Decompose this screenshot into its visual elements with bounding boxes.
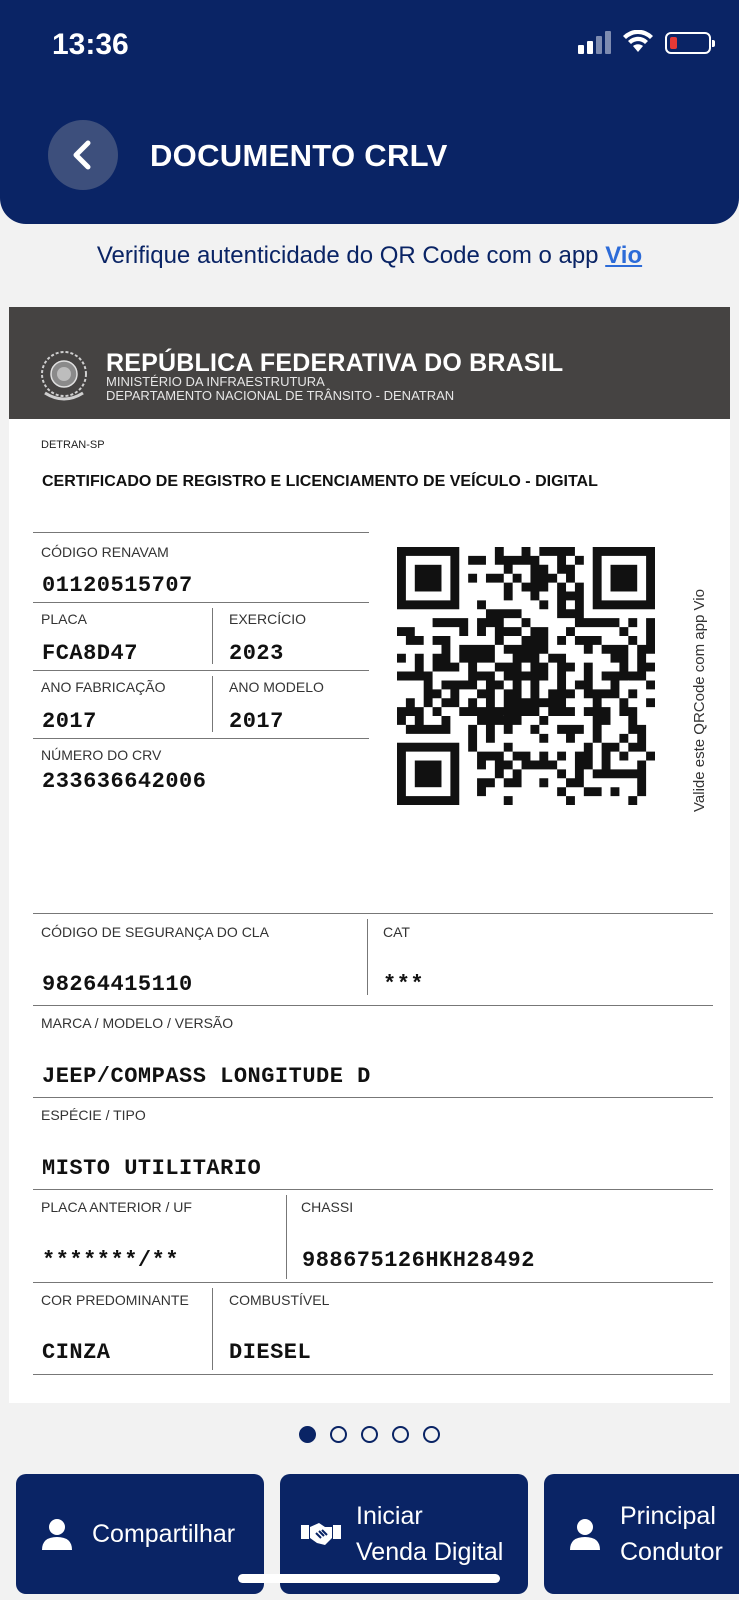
brazil-coat-of-arms-icon xyxy=(37,347,91,405)
divider xyxy=(212,1288,213,1370)
wifi-icon xyxy=(623,30,653,54)
divider xyxy=(33,1005,713,1006)
renavam-value: 01120515707 xyxy=(42,573,193,598)
back-button[interactable] xyxy=(48,120,118,190)
crlv-document xyxy=(9,307,730,1403)
divider xyxy=(33,1282,713,1283)
placa-anterior-value: *******/** xyxy=(42,1248,180,1273)
ano-fabricacao-value: 2017 xyxy=(42,709,97,734)
document-header xyxy=(9,307,730,419)
main-driver-line2: Condutor xyxy=(620,1538,723,1566)
status-time: 13:36 xyxy=(52,28,129,61)
main-driver-line1: Principal xyxy=(620,1502,716,1530)
placa-value: FCA8D47 xyxy=(42,641,138,666)
crv-label: NÚMERO DO CRV xyxy=(41,747,162,763)
especie-label: ESPÉCIE / TIPO xyxy=(41,1107,146,1123)
divider xyxy=(367,919,368,995)
ano-modelo-value: 2017 xyxy=(229,709,284,734)
cat-label: CAT xyxy=(383,924,410,940)
ministry-text xyxy=(106,375,454,403)
page-dot-1[interactable] xyxy=(299,1426,316,1443)
combustivel-value: DIESEL xyxy=(229,1340,312,1365)
chassi-label: CHASSI xyxy=(301,1199,354,1215)
marca-label: MARCA / MODELO / VERSÃO xyxy=(41,1015,234,1031)
divider xyxy=(212,608,213,664)
exercicio-value: 2023 xyxy=(229,641,284,666)
page-dot-5[interactable] xyxy=(423,1426,440,1443)
home-indicator[interactable] xyxy=(238,1574,500,1583)
exercicio-label: EXERCÍCIO xyxy=(229,611,307,627)
divider xyxy=(33,738,369,739)
user-icon xyxy=(560,1509,610,1559)
battery-icon xyxy=(665,32,711,54)
ministry-name: MINISTÉRIO DA INFRAESTRUTURA xyxy=(106,374,325,389)
page-title: DOCUMENTO CRLV xyxy=(150,138,448,173)
divider xyxy=(33,1097,713,1098)
page-dot-4[interactable] xyxy=(392,1426,409,1443)
qr-validate-text: Valide este QRCode com app Vio xyxy=(691,589,708,812)
cla-label: CÓDIGO DE SEGURANÇA DO CLA xyxy=(41,924,269,940)
main-driver-label xyxy=(620,1498,723,1570)
renavam-label: CÓDIGO RENAVAM xyxy=(41,544,169,560)
cor-value: CINZA xyxy=(42,1340,111,1365)
start-sale-label xyxy=(356,1498,503,1570)
placa-label: PLACA xyxy=(41,611,87,627)
status-icons xyxy=(578,30,711,54)
handshake-icon xyxy=(296,1509,346,1559)
chevron-left-icon xyxy=(70,140,96,170)
republic-title: REPÚBLICA FEDERATIVA DO BRASIL xyxy=(106,349,564,377)
department-name: DEPARTAMENTO NACIONAL DE TRÂNSITO - DENATRAN xyxy=(106,388,455,403)
page-dot-3[interactable] xyxy=(361,1426,378,1443)
ano-fabricacao-label: ANO FABRICAÇÃO xyxy=(41,679,166,695)
issuer: DETRAN-SP xyxy=(41,439,105,451)
cor-label: COR PREDOMINANTE xyxy=(41,1292,189,1308)
divider xyxy=(33,602,369,603)
divider xyxy=(33,670,369,671)
app-header xyxy=(0,0,739,224)
especie-value: MISTO UTILITARIO xyxy=(42,1156,262,1181)
chassi-value: 988675126HKH28492 xyxy=(302,1248,535,1273)
start-sale-line2: Venda Digital xyxy=(356,1538,504,1566)
combustivel-label: COMBUSTÍVEL xyxy=(229,1292,330,1308)
ano-modelo-label: ANO MODELO xyxy=(229,679,324,695)
user-icon xyxy=(32,1509,82,1559)
page-indicator xyxy=(0,1426,739,1443)
divider xyxy=(33,1189,713,1190)
divider xyxy=(33,532,369,533)
vio-link[interactable]: Vio xyxy=(605,242,643,269)
cat-value: *** xyxy=(383,972,425,997)
cla-value: 98264415110 xyxy=(42,972,193,997)
share-button[interactable] xyxy=(16,1474,264,1594)
verify-text: Verifique autenticidade do QR Code com o app xyxy=(96,242,606,269)
divider xyxy=(33,1374,713,1375)
divider xyxy=(33,913,713,914)
placa-anterior-label: PLACA ANTERIOR / UF xyxy=(41,1199,192,1215)
verify-notice xyxy=(0,242,739,270)
divider xyxy=(212,676,213,732)
main-driver-button[interactable] xyxy=(544,1474,739,1594)
divider xyxy=(286,1195,287,1279)
page-dot-2[interactable] xyxy=(330,1426,347,1443)
certificate-title: CERTIFICADO DE REGISTRO E LICENCIAMENTO DE VEÍCULO - DIGITAL xyxy=(42,473,598,490)
cellular-signal-icon xyxy=(578,30,611,54)
share-label: Compartilhar xyxy=(92,1520,236,1548)
marca-value: JEEP/COMPASS LONGITUDE D xyxy=(42,1064,371,1089)
qr-code[interactable] xyxy=(397,547,655,805)
crv-value: 233636642006 xyxy=(42,769,207,794)
start-sale-line1: Iniciar xyxy=(356,1502,423,1530)
